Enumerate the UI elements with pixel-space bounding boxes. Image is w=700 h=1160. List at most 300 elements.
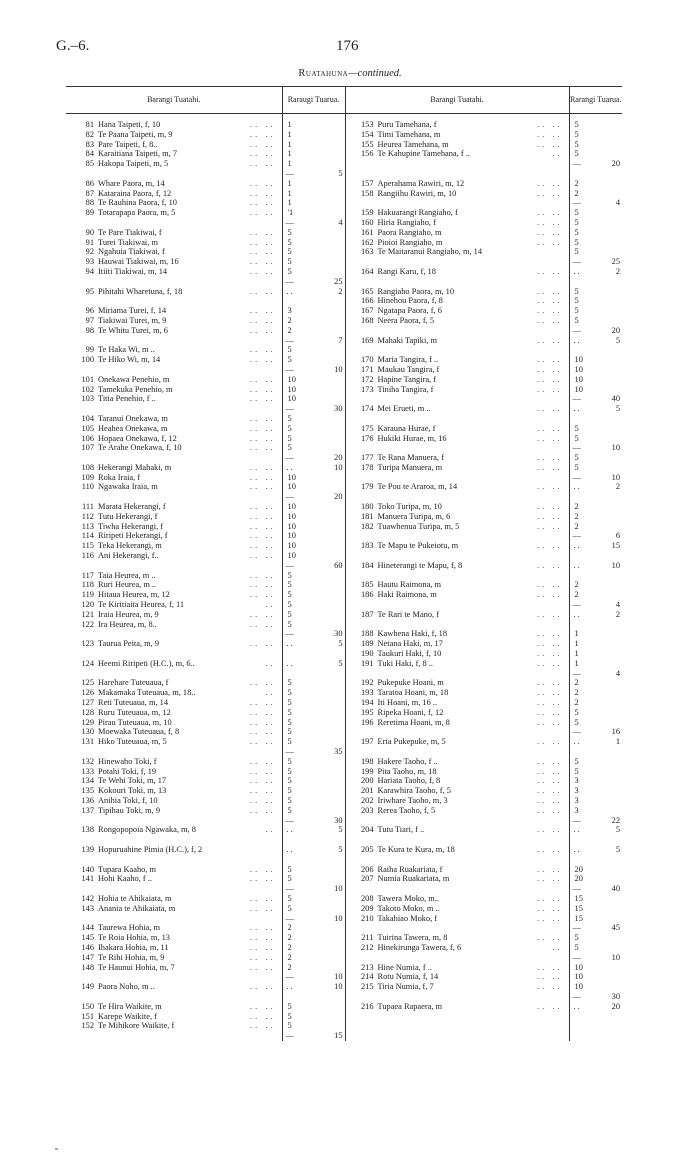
entry-name: Aperahama Rawiri, m, 12	[377, 178, 465, 188]
share-row	[283, 434, 345, 444]
entry-name: Tupaea Rapaera, m	[377, 1001, 443, 1011]
share-value: 5	[574, 315, 579, 325]
share-value: 5	[574, 237, 579, 247]
entry-name: Taurua Peita, m, 9	[98, 639, 160, 649]
entry-name: Karauna Hurae, f	[377, 423, 436, 433]
share-row	[570, 169, 623, 179]
entry-row	[66, 551, 282, 561]
share-row	[570, 326, 623, 336]
leader-dots: .. ..	[250, 737, 276, 747]
entry-row	[346, 639, 569, 649]
entry-name: Heemi Riripeti (H.C.), m, 6..	[98, 658, 195, 668]
entry-name: Roka Iraia, f	[98, 472, 141, 482]
share-row	[283, 228, 345, 238]
entry-row	[346, 453, 569, 463]
share-row	[570, 982, 623, 992]
leader-dots: .. ..	[537, 688, 563, 698]
entry-name: Taia Heurea, m ..	[98, 570, 156, 580]
entry-row	[346, 678, 569, 688]
entry-name: Haki Raimona, m	[377, 590, 437, 600]
share-row	[570, 561, 623, 571]
entry-name: Ihakara Hohia, m, 11	[98, 942, 169, 952]
leader-dots: .. ..	[250, 315, 276, 325]
entry-name: Anania te Ahikaiata, m	[98, 903, 176, 913]
entry-name: Moewaka Tuteuaua, f, 8	[98, 727, 180, 737]
share-row	[283, 482, 345, 492]
leader-dots: ..	[286, 286, 295, 296]
share-row	[570, 943, 623, 953]
share-row	[283, 531, 345, 541]
leader-dots: .. ..	[250, 384, 276, 394]
share-row	[283, 737, 345, 747]
entry-number: 208	[360, 893, 374, 903]
entry-name: Taukuri Haki, f, 10	[377, 649, 442, 659]
subtotal-rule: —	[572, 668, 581, 678]
entry-number: 155	[360, 139, 374, 149]
share-value: 5	[574, 227, 579, 237]
entry-number: 142	[81, 893, 94, 903]
entry-number: 131	[81, 737, 94, 747]
share-row	[570, 1002, 623, 1012]
entry-name: Hapine Tangira, f	[377, 374, 437, 384]
entry-row	[346, 600, 569, 610]
share-row	[570, 571, 623, 581]
entry-name: Te Rihi Hohia, m, 9	[98, 952, 165, 962]
leader-dots: .. ..	[537, 982, 563, 992]
entry-row	[66, 218, 282, 228]
entry-name: Heurea Tamehana, m	[377, 139, 449, 149]
share-value: 1	[287, 139, 292, 149]
share-value: 5	[287, 266, 292, 276]
leader-dots: .. ..	[250, 443, 276, 453]
share-row	[283, 904, 345, 914]
share-row	[283, 982, 345, 992]
entry-name: Mei Erueti, m ..	[377, 404, 431, 414]
share-value: 2	[287, 325, 292, 335]
entry-number: 207	[360, 874, 374, 884]
entry-name: Te Rari te Mano, f	[377, 609, 440, 619]
subtotal-value: 4	[338, 217, 343, 227]
entry-number: 113	[81, 521, 94, 531]
entry-number: 103	[81, 394, 94, 404]
leader-dots: .. ..	[537, 364, 563, 374]
subtotal-value: 6	[615, 531, 620, 541]
share-row	[283, 914, 345, 924]
entry-row	[346, 1002, 569, 1012]
entry-number: 154	[360, 129, 374, 139]
entry-name: Kokouri Toki, m, 13	[98, 786, 167, 796]
entry-number: 163	[360, 247, 374, 257]
entry-number: 184	[360, 560, 374, 570]
entry-row	[66, 159, 282, 169]
entry-number: 90	[85, 227, 94, 237]
entry-name: Netana Haki, m, 17	[377, 639, 443, 649]
entry-number: 133	[81, 766, 94, 776]
entry-row	[66, 296, 282, 306]
entry-row	[66, 835, 282, 845]
entry-name: Mahaki Tapiki, m	[377, 335, 438, 345]
entry-row	[346, 708, 569, 718]
leader-dots: .. ..	[250, 129, 276, 139]
share-row	[570, 473, 623, 483]
leader-dots: .. ..	[250, 423, 276, 433]
entry-name: Raiha Ruakariata, f	[377, 864, 443, 874]
entry-row	[346, 531, 569, 541]
share-value: 1	[287, 120, 292, 129]
entry-number: 178	[360, 462, 374, 472]
share-row	[570, 904, 623, 914]
leader-dots: ..	[573, 737, 582, 747]
entry-name: Eria Pukepuke, m, 5	[377, 737, 446, 747]
share-row	[570, 130, 623, 140]
share-row	[570, 531, 623, 541]
entry-row	[346, 404, 569, 414]
subtotal-rule: —	[285, 217, 294, 227]
entry-name: Hineterangi te Mapu, f, 8	[377, 560, 463, 570]
share-value: 10	[574, 972, 583, 982]
subtotal-rule: —	[572, 531, 581, 541]
share-value: 5	[287, 619, 292, 629]
entry-number: 91	[85, 237, 94, 247]
entry-number: 94	[85, 266, 94, 276]
share-row	[283, 561, 345, 571]
entry-row	[346, 218, 569, 228]
entry-number: 145	[81, 933, 94, 943]
entry-name: Hohia te Ahikaiata, m	[98, 893, 172, 903]
entry-row	[66, 228, 282, 238]
entry-name: Neera Paora, f, 5	[377, 315, 435, 325]
entry-row	[66, 629, 282, 639]
subtotal-rule: —	[572, 884, 581, 894]
subtotal-value: 40	[611, 884, 620, 894]
entry-number: 197	[360, 737, 374, 747]
share-value: 5	[287, 737, 292, 747]
share-value: 5	[287, 893, 292, 903]
entry-row	[346, 365, 569, 375]
entry-name: Te Maitaranui Rangiaho, m, 14	[377, 247, 483, 257]
entry-row	[346, 933, 569, 943]
share-row	[570, 385, 623, 395]
share-row	[570, 434, 623, 444]
leader-dots: .. ..	[250, 874, 276, 884]
leader-dots: .. ..	[537, 355, 563, 365]
entry-number: 121	[81, 609, 94, 619]
share-row	[570, 492, 623, 502]
subtotal-rule: —	[572, 815, 581, 825]
leader-dots: .. ..	[250, 247, 276, 257]
entry-name: Tiwha Hekerangi, f	[98, 521, 164, 531]
entry-row	[346, 923, 569, 933]
leader-dots: ..	[573, 482, 582, 492]
leader-dots: .. ..	[250, 805, 276, 815]
leader-dots: .. ..	[537, 521, 563, 531]
leader-dots: ..	[573, 844, 582, 854]
entry-number: 199	[360, 766, 374, 776]
entry-row	[346, 277, 569, 287]
share-value: 1	[287, 159, 292, 169]
share-row	[570, 727, 623, 737]
share-row	[570, 816, 623, 826]
entry-number: 134	[81, 776, 94, 786]
entry-row	[66, 1012, 282, 1022]
share-row	[283, 649, 345, 659]
entry-number: 160	[360, 217, 374, 227]
entry-name: Te Kahupine Tamehana, f ..	[377, 149, 470, 159]
share-value: 5	[287, 355, 292, 365]
entry-row	[346, 688, 569, 698]
entry-name: Hitaua Heurea, m, 12	[98, 590, 170, 600]
entry-row	[346, 375, 569, 385]
share-value: 10	[574, 355, 583, 365]
share-value: 5	[287, 805, 292, 815]
entry-name: Te Arahe Onekawa, f, 10	[98, 443, 182, 453]
entry-row	[346, 659, 569, 669]
share-value: 2	[574, 502, 579, 512]
leader-dots: .. ..	[537, 1001, 563, 1011]
subtotal-value: 5	[615, 844, 620, 854]
share-value: 5	[287, 247, 292, 257]
entry-row	[66, 1031, 282, 1041]
entry-row	[346, 825, 569, 835]
subtotal-value: 20	[334, 492, 343, 502]
entry-name: Manuera Turipa, m, 6	[377, 511, 451, 521]
share-row	[283, 923, 345, 933]
share-value: 10	[287, 374, 296, 384]
entry-number: 211	[361, 933, 374, 943]
entry-name: Pioioi Rangiaho, m	[377, 237, 443, 247]
entry-number: 123	[81, 639, 94, 649]
subtotal-value: 10	[334, 884, 343, 894]
entry-number: 97	[85, 315, 94, 325]
share-value: 5	[574, 717, 579, 727]
entry-row	[346, 590, 569, 600]
entry-number: 172	[360, 374, 374, 384]
share-value: '1	[287, 208, 294, 218]
subtotal-rule: —	[572, 443, 581, 453]
entry-number: 128	[81, 707, 94, 717]
leader-dots: .. ..	[537, 805, 563, 815]
entry-number: 156	[360, 149, 374, 159]
share-value: 5	[574, 149, 579, 159]
share-row	[570, 414, 623, 424]
entry-row	[66, 208, 282, 218]
share-row	[570, 120, 623, 130]
entry-number: 143	[81, 903, 94, 913]
entry-row	[66, 786, 282, 796]
share-row	[570, 776, 623, 786]
column-header-name-left: Barangi Tuatahi.	[66, 87, 282, 114]
entry-row	[346, 355, 569, 365]
section-title-main: Ruatahuna	[298, 68, 349, 79]
subtotal-value: 22	[611, 815, 620, 825]
share-row	[570, 247, 623, 257]
share-row	[283, 238, 345, 248]
share-row	[570, 453, 623, 463]
entry-name: Maukau Tangira, f	[377, 364, 440, 374]
entry-row	[66, 179, 282, 189]
entry-row	[346, 267, 569, 277]
subtotal-value: 2	[615, 482, 620, 492]
entry-name: Hakopa Taipeti, m, 5	[98, 159, 169, 169]
entry-row	[66, 1021, 282, 1031]
share-row	[570, 355, 623, 365]
entry-number: 125	[81, 678, 94, 688]
entry-number: 189	[360, 639, 374, 649]
share-row	[283, 678, 345, 688]
entry-row	[66, 434, 282, 444]
share-value: 15	[574, 913, 583, 923]
subtotal-value: 15	[334, 1031, 343, 1041]
leader-dots: .. ..	[537, 433, 563, 443]
entry-row	[66, 727, 282, 737]
leader-dots: .. ..	[250, 864, 276, 874]
subtotal-rule: —	[285, 884, 294, 894]
subtotal-value: 4	[615, 600, 620, 610]
share-row	[283, 463, 345, 473]
share-row	[570, 287, 623, 297]
entry-name: Hukiki Hurae, m, 16	[377, 433, 447, 443]
entry-number: 162	[360, 237, 374, 247]
entry-name: Rangiaho Paora, m, 10	[377, 286, 455, 296]
entry-number: 101	[81, 374, 94, 384]
share-value: 10	[574, 384, 583, 394]
leader-dots: .. ..	[250, 570, 276, 580]
entry-number: 93	[85, 257, 94, 267]
subtotal-value: 30	[334, 815, 343, 825]
share-row	[570, 884, 623, 894]
entry-name: Hinekirunga Tawera, f, 6	[377, 942, 462, 952]
share-row	[283, 453, 345, 463]
share-row	[283, 502, 345, 512]
leader-dots: .. ..	[537, 511, 563, 521]
entry-name: Tutu Tiari, f ..	[377, 825, 425, 835]
entry-name: Marata Hekerangi, f	[98, 502, 166, 512]
subtotal-rule: —	[285, 364, 294, 374]
leader-dots: ..	[573, 560, 582, 570]
entry-row	[346, 963, 569, 973]
entry-name: Ruru Tuteuaua, m, 12	[98, 707, 171, 717]
entry-name: Te Mihikore Waikite, f	[98, 1021, 175, 1031]
entry-number: 175	[360, 423, 374, 433]
entry-row	[346, 561, 569, 571]
entry-row	[66, 502, 282, 512]
share-row	[283, 943, 345, 953]
entry-row	[346, 757, 569, 767]
leader-dots: .. ..	[250, 952, 276, 962]
entry-row	[346, 463, 569, 473]
entry-name: Pihitahi Wharetuna, f, 18	[98, 286, 183, 296]
entry-name: Harehare Tuteuaua, f	[98, 678, 169, 688]
entry-number: 126	[81, 688, 94, 698]
entry-name: Tutu Hekerangi, f	[98, 511, 158, 521]
subtotal-rule: —	[572, 923, 581, 933]
leader-dots: .. ..	[250, 266, 276, 276]
entry-number: 152	[81, 1021, 94, 1031]
share-row	[570, 874, 623, 884]
entry-name: Ruri Heurea, m ..	[98, 580, 157, 590]
entry-number: 215	[360, 982, 374, 992]
share-row	[283, 865, 345, 875]
leader-dots: ..	[286, 982, 295, 992]
leader-dots: .. ..	[250, 257, 276, 267]
entry-row	[66, 443, 282, 453]
share-value: 1	[287, 188, 292, 198]
subtotal-value: 5	[338, 825, 343, 835]
leader-dots: .. ..	[250, 942, 276, 952]
subtotal-value: 10	[334, 364, 343, 374]
entry-row	[66, 678, 282, 688]
entry-name: Anihia Toki, f, 10	[98, 795, 158, 805]
share-value: 1	[574, 639, 579, 649]
share-row	[570, 718, 623, 728]
leader-dots: .. ..	[250, 433, 276, 443]
share-row	[283, 590, 345, 600]
leader-dots: .. ..	[537, 864, 563, 874]
entry-number: 173	[360, 384, 374, 394]
share-row	[283, 189, 345, 199]
entry-row	[66, 620, 282, 630]
leader-dots: .. ..	[537, 658, 563, 668]
entry-row	[66, 894, 282, 904]
entry-row	[346, 698, 569, 708]
entry-row	[66, 747, 282, 757]
entry-name: Tiakiwai Turei, m, 9	[98, 315, 167, 325]
leader-dots: .. ..	[250, 717, 276, 727]
subtotal-rule: —	[572, 472, 581, 482]
leader-dots: .. ..	[250, 394, 276, 404]
entry-number: 195	[360, 707, 374, 717]
entry-row	[346, 806, 569, 816]
share-value: 5	[574, 462, 579, 472]
leader-dots: ..	[552, 942, 563, 952]
subtotal-value: 20	[611, 1001, 620, 1011]
share-value: 10	[574, 364, 583, 374]
entry-row	[66, 531, 282, 541]
leader-dots: ..	[265, 600, 276, 610]
leader-dots: .. ..	[537, 786, 563, 796]
leader-dots: .. ..	[250, 198, 276, 208]
entry-number: 87	[85, 188, 94, 198]
share-value: 1	[574, 649, 579, 659]
entry-number: 130	[81, 727, 94, 737]
entry-row	[66, 463, 282, 473]
entry-number: 138	[81, 825, 94, 835]
subtotal-value: 10	[611, 952, 620, 962]
share-row	[570, 953, 623, 963]
entry-row	[66, 874, 282, 884]
entry-row	[346, 776, 569, 786]
share-row	[283, 287, 345, 297]
entry-number: 122	[81, 619, 94, 629]
share-row	[570, 747, 623, 757]
entry-name: Karepe Waikite, f	[98, 1011, 157, 1021]
entry-number: 193	[360, 688, 374, 698]
share-row	[283, 659, 345, 669]
share-row	[570, 140, 623, 150]
leader-dots: ..	[573, 609, 582, 619]
entry-row	[346, 345, 569, 355]
entry-row	[346, 473, 569, 483]
entry-name: Pukepuke Hoani, m	[377, 678, 444, 688]
entry-row	[346, 845, 569, 855]
share-value: 1	[287, 198, 292, 208]
entry-number: 124	[81, 658, 94, 668]
share-value: 5	[287, 698, 292, 708]
share-row	[283, 277, 345, 287]
share-row	[570, 835, 623, 845]
share-row	[283, 267, 345, 277]
leader-dots: .. ..	[537, 178, 563, 188]
